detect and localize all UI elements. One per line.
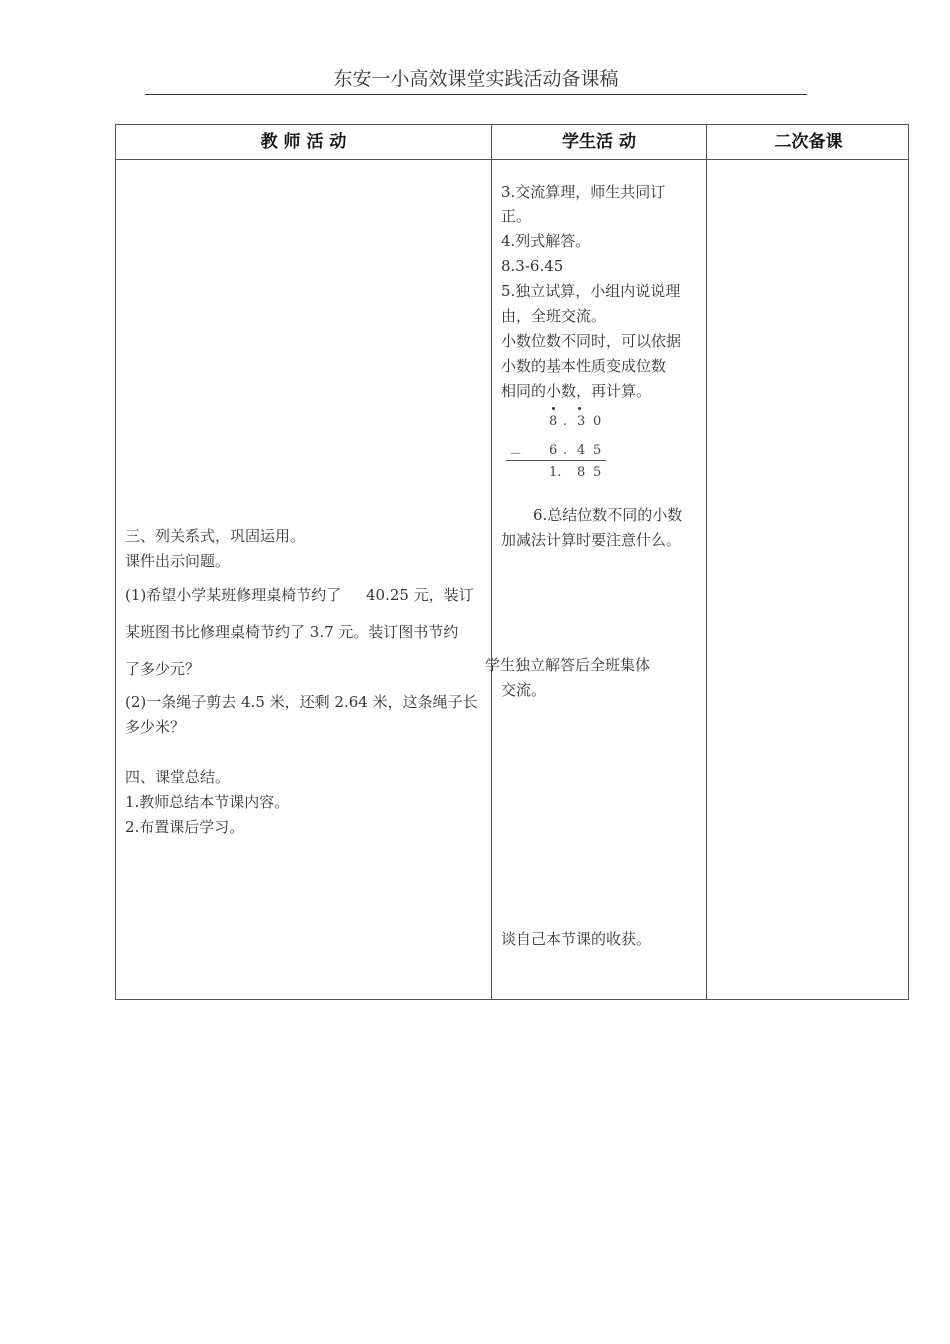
column-header-teacher: 教 师 活 动 <box>260 132 347 152</box>
column-divider <box>706 125 707 999</box>
minus-sign: － <box>509 447 523 462</box>
repeating-dot <box>578 407 581 410</box>
problem1-amount: 40.25 元，装订 <box>366 586 474 604</box>
step5-line1: 5.独立试算，小组内说说理 <box>501 282 681 300</box>
step6-line2: 加减法计算时要注意什么。 <box>501 531 682 549</box>
calc-digit: 6 <box>549 443 558 458</box>
calc-rule-line <box>506 460 606 461</box>
summary-item-2: 2.布置课后学习。 <box>125 818 245 836</box>
practice-line1: 学生独立解答后全班集体 <box>485 656 651 674</box>
section3-intro: 课件出示问题。 <box>125 552 231 570</box>
problem2-line2: 多少米？ <box>125 718 186 736</box>
vertical-subtraction <box>501 402 611 484</box>
rule-line3: 相同的小数，再计算。 <box>501 382 652 400</box>
repeating-dot <box>552 407 555 410</box>
summary-item-1: 1.教师总结本节课内容。 <box>125 793 290 811</box>
step6-line1: 6.总结位数不同的小数 <box>533 506 683 524</box>
second-prep-cell <box>712 165 902 985</box>
step4-expression: 8.3-6.45 <box>501 257 564 275</box>
step5-line2: 由，全班交流。 <box>501 307 607 325</box>
rule-line1: 小数位数不同时，可以依据 <box>501 332 682 350</box>
column-header-second-prep: 二次备课 <box>774 132 843 152</box>
calc-digit: 5 <box>593 443 602 458</box>
practice-line2: 交流。 <box>501 681 547 699</box>
calc-digit: 8 <box>549 414 558 429</box>
calc-digit: 1. <box>549 465 562 480</box>
section4-title: 四、课堂总结。 <box>125 768 231 786</box>
rule-line2: 小数的基本性质变成位数 <box>501 357 667 375</box>
calc-digit: . <box>563 443 568 458</box>
problem1-line3: 了多少元？ <box>125 660 201 678</box>
calc-digit: 3 <box>577 414 586 429</box>
section3-title: 三、列关系式，巩固运用。 <box>125 527 306 545</box>
calc-digit: 5 <box>593 465 602 480</box>
step3-line2: 正。 <box>501 207 532 225</box>
problem1-line2: 某班图书比修理桌椅节约了 3.7 元。装订图书节约 <box>125 623 459 641</box>
column-divider <box>491 125 492 999</box>
step4-label: 4.列式解答。 <box>501 232 591 250</box>
header-row-divider <box>116 159 908 160</box>
calc-digit: 0 <box>593 414 602 429</box>
lesson-plan-table <box>115 124 909 1000</box>
problem2-line1: (2)一条绳子剪去 4.5 米，还剩 2.64 米，这条绳子长 <box>125 693 478 711</box>
page-title: 东安一小高效课堂实践活动备课稿 <box>145 66 807 95</box>
calc-digit: 4 <box>577 443 586 458</box>
step3-line1: 3.交流算理，师生共同订 <box>501 183 666 201</box>
column-header-student: 学生活 动 <box>562 132 636 152</box>
calc-digit: 8 <box>577 465 586 480</box>
problem1-line1: (1)希望小学某班修理桌椅节约了 <box>125 586 342 604</box>
calc-digit: . <box>563 414 568 429</box>
reflection-text: 谈自己本节课的收获。 <box>501 930 652 948</box>
